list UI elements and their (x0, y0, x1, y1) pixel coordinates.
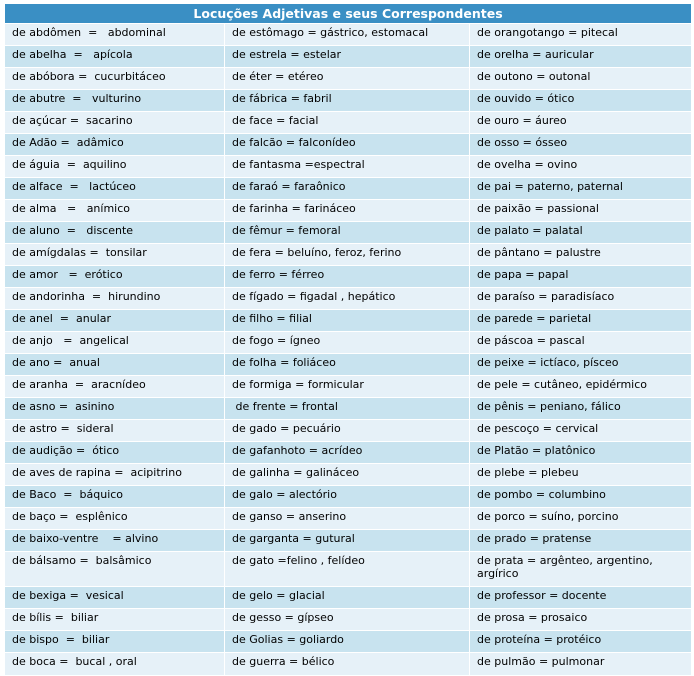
table-cell: de gelo = glacial (225, 587, 470, 609)
table-cell: de bexiga = vesical (5, 587, 225, 609)
table-cell: de orelha = auricular (470, 46, 692, 68)
table-cell: de asno = asinino (5, 398, 225, 420)
table-cell: de outono = outonal (470, 68, 692, 90)
table-cell: de abdômen = abdominal (5, 24, 225, 46)
table-cell: de ouro = áureo (470, 112, 692, 134)
table-cell: de fígado = figadal , hepático (225, 288, 470, 310)
table-cell: de amígdalas = tonsilar (5, 244, 225, 266)
table-row (5, 354, 692, 376)
table-cell: de prosa = prosaico (470, 609, 692, 631)
table-cell: de osso = ósseo (470, 134, 692, 156)
table-cell: de açúcar = sacarino (5, 112, 225, 134)
table-cell: de pombo = columbino (470, 486, 692, 508)
table-cell: de papa = papal (470, 266, 692, 288)
table-cell: de pele = cutâneo, epidérmico (470, 376, 692, 398)
table-row (5, 442, 692, 464)
table-cell: de prata = argênteo, argentino, argírico (470, 552, 692, 587)
table-row (5, 46, 692, 68)
table-cell: de ferro = férreo (225, 266, 470, 288)
table-cell: de professor = docente (470, 587, 692, 609)
table-cell: de ovelha = ovino (470, 156, 692, 178)
table-cell: de Baco = báquico (5, 486, 225, 508)
table-cell: de audição = ótico (5, 442, 225, 464)
table-row (5, 112, 692, 134)
adjective-locutions-table (4, 3, 692, 676)
table-cell: de gesso = gípseo (225, 609, 470, 631)
table-row (5, 420, 692, 442)
table-cell: de abutre = vulturino (5, 90, 225, 112)
table-cell: de andorinha = hirundino (5, 288, 225, 310)
table-cell: de galo = alectório (225, 486, 470, 508)
table-cell: de palato = palatal (470, 222, 692, 244)
table-row (5, 332, 692, 354)
table-cell: de garganta = gutural (225, 530, 470, 552)
table-row (5, 587, 692, 609)
table-cell: de Platão = platônico (470, 442, 692, 464)
table-cell: de farinha = farináceo (225, 200, 470, 222)
table-cell: de baço = esplênico (5, 508, 225, 530)
table-row (5, 530, 692, 552)
table-row (5, 609, 692, 631)
table-cell: de bílis = biliar (5, 609, 225, 631)
table-cell: de fogo = ígneo (225, 332, 470, 354)
table-cell: de astro = sideral (5, 420, 225, 442)
table-row (5, 90, 692, 112)
table-cell: de pulmão = pulmonar (470, 653, 692, 676)
table-cell: de anel = anular (5, 310, 225, 332)
table-cell: de aluno = discente (5, 222, 225, 244)
table-body (5, 24, 692, 676)
table-cell: de paixão = passional (470, 200, 692, 222)
table-row (5, 156, 692, 178)
table-cell: de bálsamo = balsâmico (5, 552, 225, 587)
table-row (5, 24, 692, 46)
table-row (5, 508, 692, 530)
table-cell: de baixo-ventre = alvino (5, 530, 225, 552)
table-row (5, 631, 692, 653)
table-cell: de fera = beluíno, feroz, ferino (225, 244, 470, 266)
table-row (5, 244, 692, 266)
table-cell: de alface = lactúceo (5, 178, 225, 200)
table-cell: de éter = etéreo (225, 68, 470, 90)
table-cell: de frente = frontal (225, 398, 470, 420)
table-row (5, 398, 692, 420)
table-cell: de gado = pecuário (225, 420, 470, 442)
table-row (5, 200, 692, 222)
table-cell: de páscoa = pascal (470, 332, 692, 354)
table-cell: de abóbora = cucurbitáceo (5, 68, 225, 90)
table-cell: de anjo = angelical (5, 332, 225, 354)
table-cell: de fêmur = femoral (225, 222, 470, 244)
table-row (5, 134, 692, 156)
table-row (5, 464, 692, 486)
table-row (5, 266, 692, 288)
table-cell: de pai = paterno, paternal (470, 178, 692, 200)
table-title: Locuções Adjetivas e seus Correspondentes (5, 4, 692, 24)
table-cell: de guerra = bélico (225, 653, 470, 676)
table-cell: de aranha = aracnídeo (5, 376, 225, 398)
table-cell: de folha = foliáceo (225, 354, 470, 376)
table-cell: de formiga = formicular (225, 376, 470, 398)
table-cell: de ano = anual (5, 354, 225, 376)
table-cell: de galinha = galináceo (225, 464, 470, 486)
table-row (5, 376, 692, 398)
table-row (5, 288, 692, 310)
table-cell: de amor = erótico (5, 266, 225, 288)
table-cell: de ouvido = ótico (470, 90, 692, 112)
table-cell: de bispo = biliar (5, 631, 225, 653)
table-row (5, 552, 692, 587)
table-cell: de pênis = peniano, fálico (470, 398, 692, 420)
table-cell: de parede = parietal (470, 310, 692, 332)
table-cell: de águia = aquilino (5, 156, 225, 178)
table-cell: de porco = suíno, porcino (470, 508, 692, 530)
table-cell: de aves de rapina = acipitrino (5, 464, 225, 486)
table-cell: de proteína = protéico (470, 631, 692, 653)
table-cell: de prado = pratense (470, 530, 692, 552)
table-cell: de Adão = adâmico (5, 134, 225, 156)
table-cell: de alma = anímico (5, 200, 225, 222)
table-cell: de paraíso = paradisíaco (470, 288, 692, 310)
table-cell: de pescoço = cervical (470, 420, 692, 442)
table-cell: de abelha = apícola (5, 46, 225, 68)
table-row (5, 486, 692, 508)
table-cell: de peixe = ictíaco, písceo (470, 354, 692, 376)
table-cell: de falcão = falconídeo (225, 134, 470, 156)
table-cell: de faraó = faraônico (225, 178, 470, 200)
adjective-table-container (4, 3, 691, 676)
table-row (5, 653, 692, 676)
table-cell: de estômago = gástrico, estomacal (225, 24, 470, 46)
table-cell: de estrela = estelar (225, 46, 470, 68)
table-row (5, 178, 692, 200)
table-cell: de gafanhoto = acrídeo (225, 442, 470, 464)
table-cell: de pântano = palustre (470, 244, 692, 266)
table-cell: de orangotango = pitecal (470, 24, 692, 46)
table-cell: de fábrica = fabril (225, 90, 470, 112)
table-cell: de face = facial (225, 112, 470, 134)
table-row (5, 222, 692, 244)
table-row (5, 68, 692, 90)
table-cell: de filho = filial (225, 310, 470, 332)
table-cell: de gato =felino , felídeo (225, 552, 470, 587)
table-cell: de boca = bucal , oral (5, 653, 225, 676)
table-cell: de Golias = goliardo (225, 631, 470, 653)
table-row (5, 310, 692, 332)
table-cell: de fantasma =espectral (225, 156, 470, 178)
table-cell: de ganso = anserino (225, 508, 470, 530)
table-cell: de plebe = plebeu (470, 464, 692, 486)
